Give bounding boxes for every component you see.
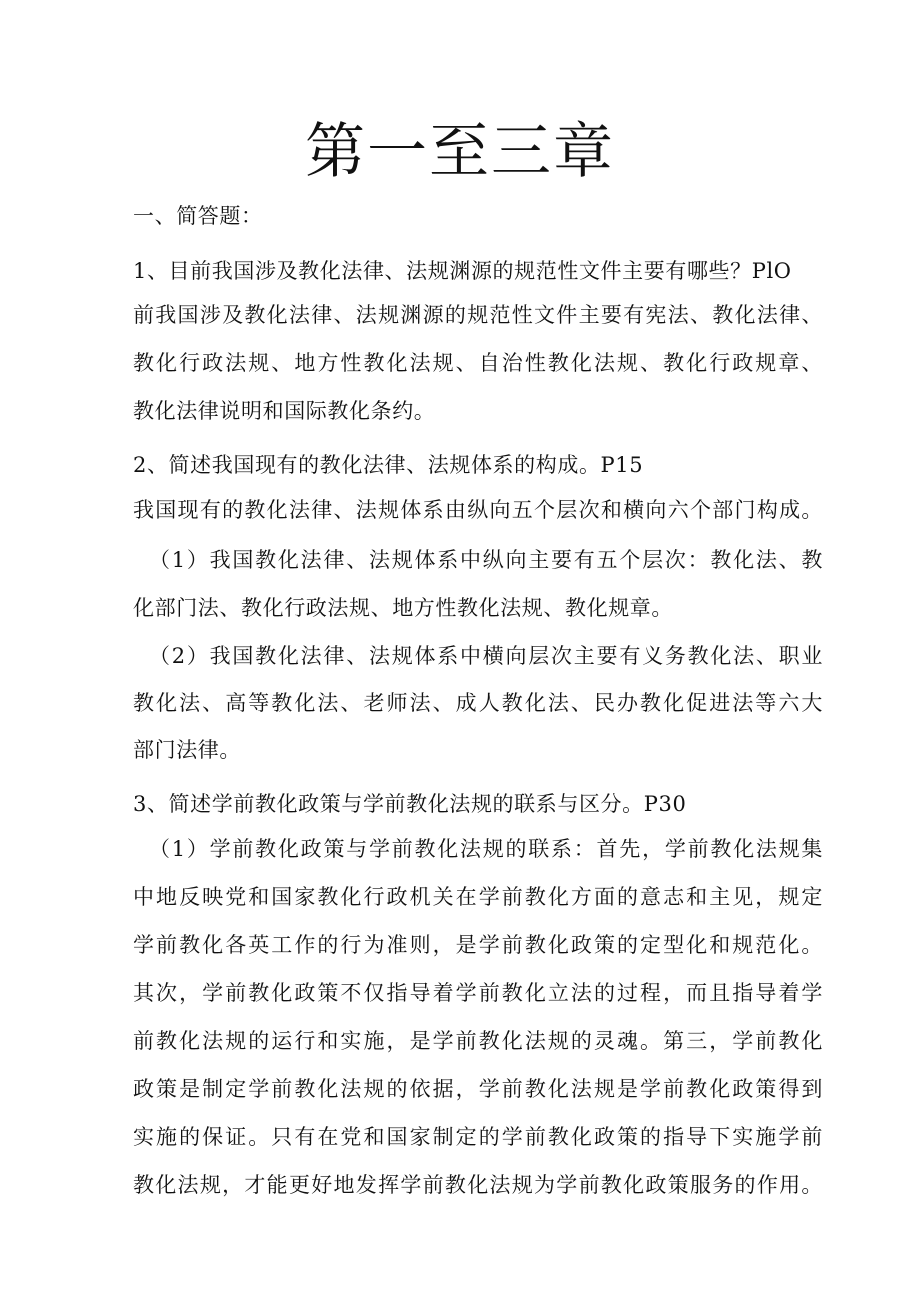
question-1: 1、目前我国涉及教化法律、法规渊源的规范性文件主要有哪些？PlO: [133, 259, 792, 283]
answer-1-line: 前我国涉及教化法律、法规渊源的规范性文件主要有宪法、教化法律、: [133, 303, 823, 327]
answer-1-line: 教化行政法规、地方性教化法规、自治性教化法规、教化行政规章、: [133, 351, 823, 375]
answer-3-line: 教化法规，才能更好地发挥学前教化法规为学前教化政策服务的作用。: [133, 1173, 823, 1197]
answer-3-line: 其次，学前教化政策不仅指导着学前教化立法的过程，而且指导着学: [133, 981, 823, 1005]
section-heading: 一、简答题：: [133, 204, 263, 228]
answer-2-line: 我国现有的教化法律、法规体系由纵向五个层次和横向六个部门构成。: [133, 498, 823, 522]
answer-2-line: （1）我国教化法律、法规体系中纵向主要有五个层次：教化法、教: [149, 548, 823, 572]
answer-3-line: （1）学前教化政策与学前教化法规的联系：首先，学前教化法规集: [149, 837, 823, 861]
answer-2-line: 化部门法、教化行政法规、地方性教化法规、教化规章。: [133, 596, 673, 620]
question-2: 2、简述我国现有的教化法律、法规体系的构成。P15: [133, 453, 644, 477]
answer-3-line: 政策是制定学前教化法规的依据，学前教化法规是学前教化政策得到: [133, 1077, 823, 1101]
answer-2-line: （2）我国教化法律、法规体系中横向层次主要有义务教化法、职业: [149, 644, 823, 668]
answer-3-line: 中地反映党和国家教化行政机关在学前教化方面的意志和主见，规定: [133, 885, 823, 909]
answer-2-line: 教化法、高等教化法、老师法、成人教化法、民办教化促进法等六大: [133, 691, 823, 715]
answer-2-line: 部门法律。: [133, 738, 241, 762]
answer-3-line: 学前教化各英工作的行为准则，是学前教化政策的定型化和规范化。: [133, 933, 823, 957]
answer-3-line: 前教化法规的运行和实施，是学前教化法规的灵魂。第三，学前教化: [133, 1029, 823, 1053]
question-3: 3、简述学前教化政策与学前教化法规的联系与区分。P30: [133, 792, 687, 816]
answer-3-line: 实施的保证。只有在党和国家制定的学前教化政策的指导下实施学前: [133, 1125, 823, 1149]
page-title: 第一至三章: [305, 117, 615, 187]
answer-1-line: 教化法律说明和国际教化条约。: [133, 399, 436, 423]
